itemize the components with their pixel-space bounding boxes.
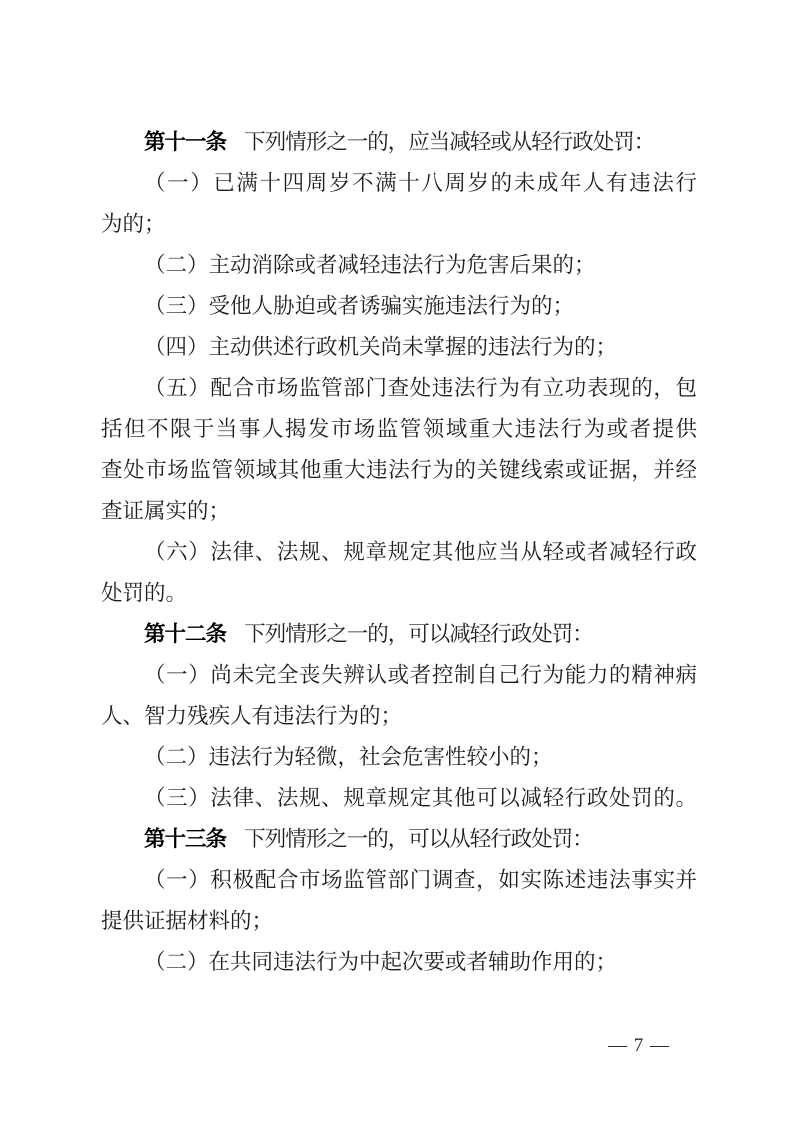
text-line: 括但不限于当事人揭发市场监管领域重大违法行为或者提供: [101, 417, 697, 441]
article-number: 第十三条: [144, 827, 227, 851]
page-number: — 7 —: [608, 1035, 670, 1056]
text-line: 处罚的。: [101, 581, 188, 605]
text-line: （二）违法行为轻微，社会危害性较小的；: [144, 745, 553, 769]
article-heading-line: [101, 122, 697, 163]
text-line: （六）法律、法规、规章规定其他应当从轻或者减轻行政: [144, 540, 697, 564]
text-line: 人、智力残疾人有违法行为的；: [101, 704, 403, 728]
text-line: （一）已满十四周岁不满十八周岁的未成年人有违法行: [144, 171, 697, 195]
article-intro-text: 下列情形之一的，可以从轻行政处罚：: [244, 827, 593, 851]
article-number: 第十二条: [144, 622, 227, 646]
article-heading-line: [101, 614, 697, 655]
text-line: 提供证据材料的；: [101, 909, 274, 933]
text-line: （四）主动供述行政机关尚未掌握的违法行为的；: [144, 335, 618, 359]
text-line: （三）法律、法规、规章规定其他可以减轻行政处罚的。: [144, 786, 697, 810]
article-intro-text: 下列情形之一的，应当减轻或从轻行政处罚：: [244, 130, 655, 154]
text-line: （二）在共同违法行为中起次要或者辅助作用的；: [144, 950, 618, 974]
text-line: （二）主动消除或者减轻违法行为危害后果的；: [144, 253, 596, 277]
text-line: （一）积极配合市场监管部门调查，如实陈述违法事实并: [144, 868, 697, 892]
text-line: 为的；: [101, 212, 166, 236]
article-number: 第十一条: [144, 130, 227, 154]
text-line: 查证属实的；: [101, 499, 231, 523]
article-heading-line: [101, 819, 697, 860]
article-intro-text: 下列情形之一的，可以减轻行政处罚：: [244, 622, 593, 646]
text-line: 查处市场监管领域其他重大违法行为的关键线索或证据，并经: [101, 458, 697, 482]
text-line: （一）尚未完全丧失辨认或者控制自己行为能力的精神病: [144, 663, 697, 687]
text-line: （五）配合市场监管部门查处违法行为有立功表现的，包: [144, 376, 697, 400]
text-line: （三）受他人胁迫或者诱骗实施违法行为的；: [144, 294, 575, 318]
document-body: [101, 122, 697, 983]
